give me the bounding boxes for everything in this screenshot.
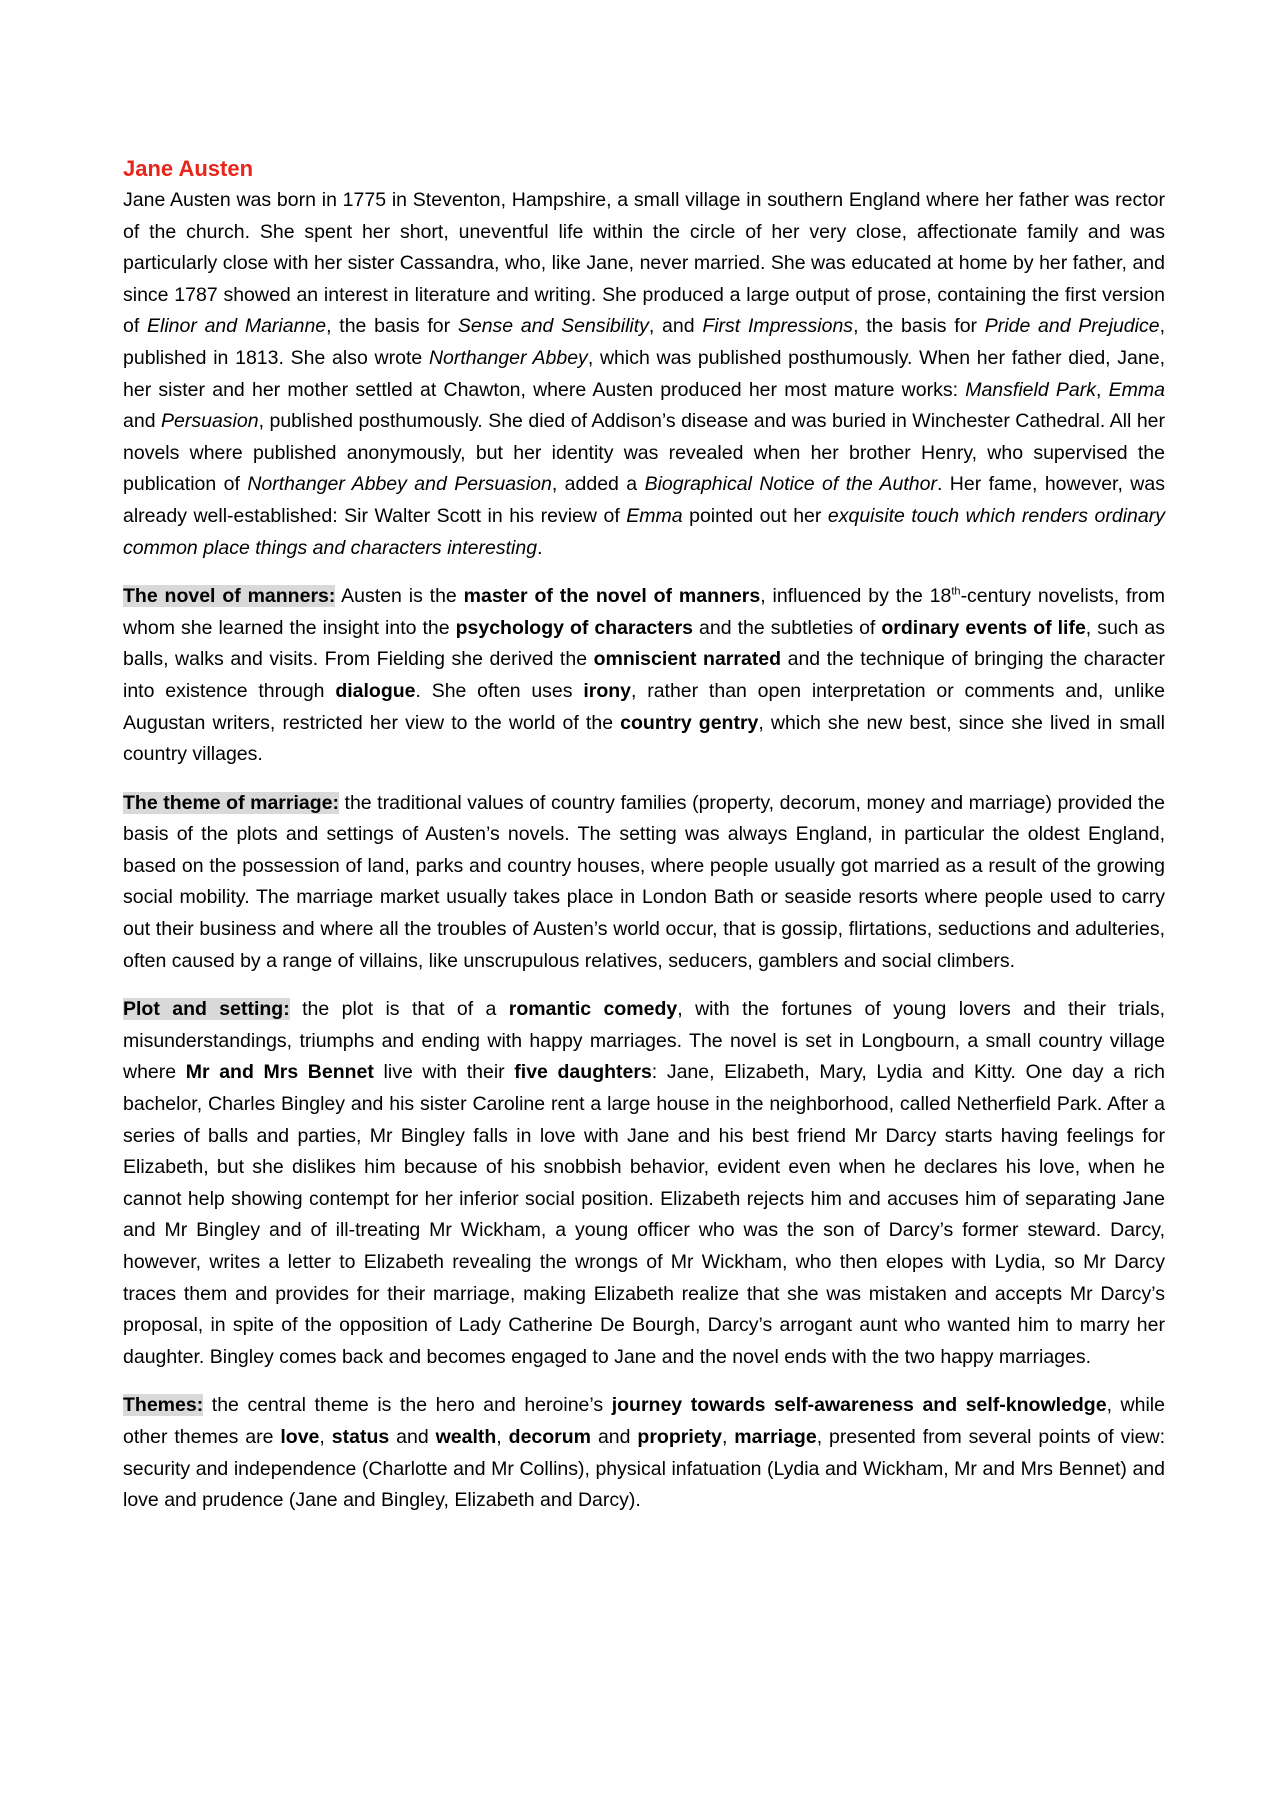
bold-run: status bbox=[331, 1425, 390, 1448]
text-run: , published in 1813. She also wrote bbox=[123, 315, 1165, 369]
section-heading: The novel of manners: bbox=[123, 585, 336, 608]
section-heading: The theme of marriage: bbox=[123, 791, 339, 814]
bold-run: irony bbox=[583, 679, 631, 702]
text-run: , such as balls, walks and visits. From Fielding she derived the bbox=[123, 616, 1166, 671]
text-run: live with their bbox=[373, 1061, 515, 1084]
bold-run: ordinary events of life bbox=[881, 616, 1086, 639]
text-run: Jane Austen was born in 1775 in Steventon, Hampshire, a small village in southern England where her father was rector of the church. She spent her short, uneventful life within the circle of her very close, affectionate family and was particularly close with her sister Cassandra, who, like Jane, never married. She was educated at home by her father, and since 1787 showed an interest in literature and writing. She produced a large output of prose, containing the first version of bbox=[123, 189, 1165, 338]
italic-run: Northanger Abbey and Persuasion bbox=[247, 473, 552, 496]
paragraph-plot-and-setting bbox=[123, 994, 1165, 1373]
text-run: , published posthumously. She died of Addison’s disease and was buried in Winchester Cathedral. All her novels where published anonymously, but her identity was revealed when her brother Henry, who supervised the publication of bbox=[123, 410, 1165, 496]
bold-run: romantic comedy bbox=[508, 998, 678, 1021]
bold-run: dialogue bbox=[335, 679, 416, 702]
text-run: , the basis for bbox=[853, 315, 985, 338]
text-run: . She often uses bbox=[415, 679, 584, 702]
text-run: pointed out her bbox=[682, 504, 828, 527]
text-run: , which she new best, since she lived in small country villages. bbox=[123, 711, 1165, 766]
paragraph-themes bbox=[123, 1390, 1165, 1516]
italic-run: Persuasion bbox=[161, 410, 259, 433]
text-run: the traditional values of country families (property, decorum, money and marriage) provided the basis of the plots and settings of Austen’s novels. The setting was always England, in particular the oldest England, based on the possession of land, parks and country houses, where people usually got married as a result of the growing social mobility. The marriage market usually takes place in London Bath or seaside resorts where people used to carry out their business and where all the troubles of Austen’s world occur, that is gossip, flirtations, seductions and adulteries, often caused by a range of villains, like unscrupulous relatives, seducers, gamblers and social climbers. bbox=[123, 791, 1165, 972]
bold-run: wealth bbox=[435, 1425, 497, 1448]
text-run: , influenced by the 18 bbox=[760, 585, 952, 608]
section-heading: Plot and setting: bbox=[123, 998, 290, 1021]
bold-run: country gentry bbox=[620, 711, 759, 734]
text-run: -century novelists, from whom she learned the insight into the bbox=[123, 585, 1166, 639]
bold-run: psychology of characters bbox=[455, 616, 694, 639]
document-title: Jane Austen bbox=[123, 156, 254, 181]
superscript-run: th bbox=[951, 585, 961, 598]
text-run: and bbox=[591, 1425, 638, 1448]
italic-run: Mansfield Park bbox=[965, 378, 1096, 401]
text-run: , added a bbox=[551, 473, 645, 496]
text-run: , rather than open interpretation or comments and, unlike Augustan writers, restricted her view to the world of the bbox=[123, 679, 1165, 734]
paragraph-novel-of-manners bbox=[123, 581, 1165, 771]
text-run: , with the fortunes of young lovers and their trials, misunderstandings, triumphs and ending with happy marriages. The novel is set in Longbourn, a small country village where bbox=[123, 998, 1165, 1084]
paragraph-theme-of-marriage bbox=[123, 788, 1165, 978]
text-run: , presented from several points of view: security and independence (Charlotte and Mr Collins), physical infatuation (Lydia and Wickham, Mr and Mrs Bennet) and love and prudence (Jane and Bingley, Elizabeth and Darcy). bbox=[123, 1425, 1166, 1512]
text-run: , bbox=[496, 1425, 509, 1448]
bold-run: master of the novel of manners bbox=[463, 585, 761, 608]
bold-run: marriage bbox=[734, 1425, 817, 1448]
text-run: , while other themes are bbox=[123, 1394, 1165, 1448]
text-run: , and bbox=[648, 315, 703, 338]
bold-run: love bbox=[280, 1425, 320, 1448]
italic-run: Sense and Sensibility bbox=[457, 315, 649, 338]
bold-run: journey towards self-awareness and self-knowledge bbox=[611, 1394, 1107, 1417]
text-run: , the basis for bbox=[326, 315, 458, 338]
text-run: the central theme is the hero and heroine’s bbox=[203, 1394, 612, 1417]
text-run: and bbox=[123, 410, 162, 433]
italic-run: Biographical Notice of the Author bbox=[644, 473, 937, 496]
text-run: . Her fame, however, was already well-established: Sir Walter Scott in his review of bbox=[123, 473, 1165, 527]
text-run: and the technique of bringing the character into existence through bbox=[123, 648, 1165, 702]
bold-run: propriety bbox=[637, 1425, 722, 1448]
document-page bbox=[123, 153, 1165, 1534]
italic-run: Pride and Prejudice bbox=[984, 315, 1160, 338]
text-run: , bbox=[319, 1425, 332, 1448]
text-run: and bbox=[389, 1425, 436, 1448]
italic-run: Northanger Abbey bbox=[428, 346, 588, 369]
text-run: , which was published posthumously. When her father died, Jane, her sister and her mother settled at Chawton, where Austen produced her most mature works: bbox=[123, 346, 1166, 401]
bold-run: five daughters bbox=[514, 1061, 652, 1084]
italic-run: exquisite touch which renders ordinary common place things and characters interesting bbox=[123, 504, 1165, 559]
section-heading: Themes: bbox=[123, 1394, 204, 1417]
text-run: Austen is the bbox=[335, 585, 464, 608]
italic-run: Emma bbox=[1108, 378, 1165, 401]
bold-run: Mr and Mrs Bennet bbox=[185, 1061, 374, 1084]
italic-run: Elinor and Marianne bbox=[147, 315, 327, 338]
text-run: , bbox=[1096, 378, 1109, 401]
text-run: the plot is that of a bbox=[289, 998, 509, 1021]
text-run: : Jane, Elizabeth, Mary, Lydia and Kitty. One day a rich bachelor, Charles Bingley and his sister Caroline rent a large house in the neighborhood, called Netherfield Park. After a series of balls and parties, Mr Bingley falls in love with Jane and his best friend Mr Darcy starts having feelings for Elizabeth, but she dislikes him because of his snobbish behavior, evident even when he declares his love, when he cannot help showing contempt for her inferior social position. Elizabeth rejects him and accuses him of separating Jane and Mr Bingley and of ill-treating Mr Wickham, a young officer who was the son of Darcy’s former steward. Darcy, however, writes a letter to Elizabeth revealing the wrongs of Mr Wickham, who then elopes with Lydia, so Mr Darcy traces them and provides for their marriage, making Elizabeth realize that she was mistaken and accepts Mr Darcy’s proposal, in spite of the opposition of Lady Catherine De Bourgh, Darcy’s arrogant aunt who wanted him to marry her daughter. Bingley comes back and becomes engaged to Jane and the novel ends with the two happy marriages. bbox=[123, 1061, 1166, 1368]
text-run: and the subtleties of bbox=[693, 616, 882, 639]
paragraph-biography bbox=[123, 185, 1165, 564]
text-run: . bbox=[537, 536, 543, 559]
bold-run: decorum bbox=[508, 1425, 592, 1448]
bold-run: omniscient narrated bbox=[593, 648, 782, 671]
text-run: , bbox=[721, 1425, 735, 1448]
italic-run: First Impressions bbox=[702, 315, 854, 338]
italic-run: Emma bbox=[626, 504, 683, 527]
